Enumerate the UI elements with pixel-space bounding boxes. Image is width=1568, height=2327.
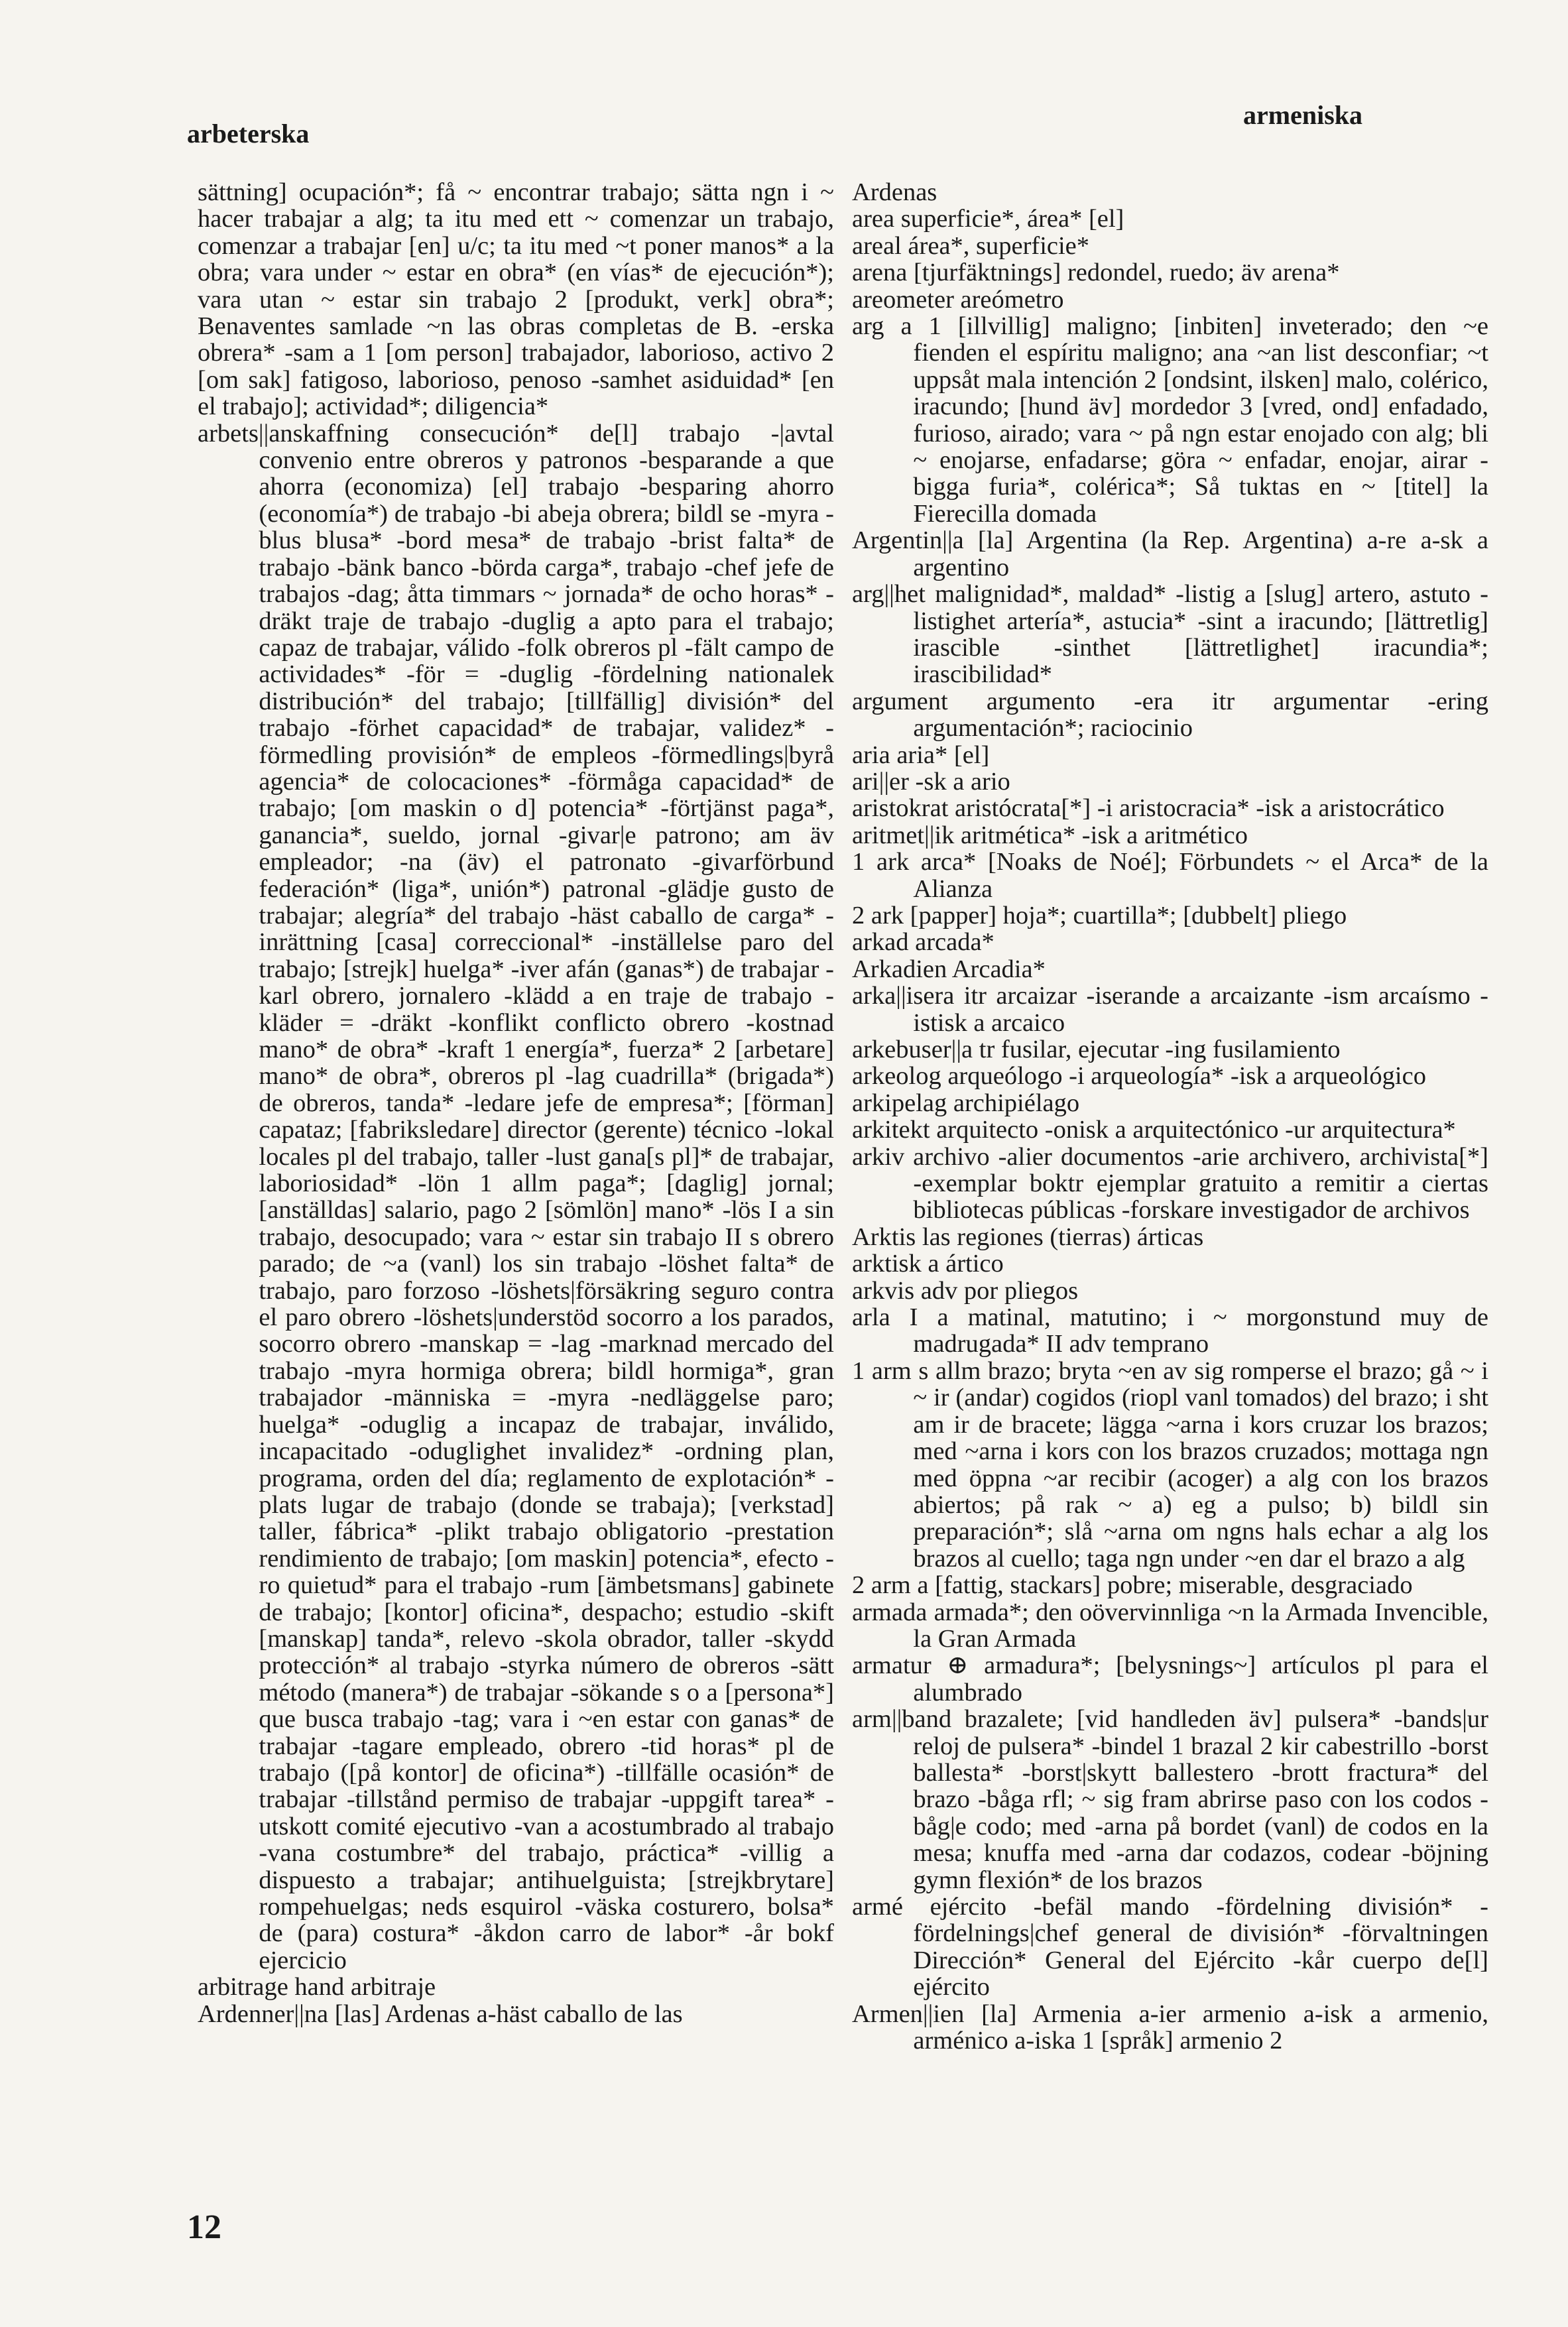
dictionary-entry: armatur ⊕ armadura*; [belysnings~] artículos pl para el alumbrado: [852, 1651, 1488, 1706]
dictionary-entry: Ardenas: [852, 178, 937, 206]
page-number: 12: [187, 2208, 221, 2246]
dictionary-entry: argument argumento -era itr argumentar -ering argumentación*; raciocinio: [852, 687, 1488, 743]
dictionary-entry: aristokrat aristócrata[*] -i aristocracia* -isk a aristocrático: [852, 794, 1445, 823]
dictionary-entry: areal área*, superficie*: [852, 231, 1090, 260]
dictionary-entry: aria aria* [el]: [852, 741, 990, 769]
dictionary-entry: arena [tjurfäktnings] redondel, ruedo; äv arena*: [852, 259, 1340, 287]
dictionary-entry: 2 arm a [fattig, stackars] pobre; miserable, desgraciado: [852, 1571, 1413, 1600]
dictionary-entry: arka||isera itr arcaizar -iserande a arcaizante -ism arcaísmo -istisk a arcaico: [852, 982, 1488, 1037]
dictionary-entry: ari||er -sk a ario: [852, 767, 1010, 796]
dictionary-entry: Arktis las regiones (tierras) árticas: [852, 1223, 1204, 1251]
dictionary-entry: arg a 1 [illvillig] maligno; [inbiten] inveterado; den ~e fienden el espíritu maligno; ana ~an list desconfiar; ~t uppsåt mala intención 2 [ondsint, ilsken] malo, colérico, iracundo; [hund äv] mordedor 3 [vred, ond] enfadado, furioso, airado; vara ~ på ngn estar enojado con alg; bli ~ enojarse, enfadarse; göra ~ enfadar, enojar, airar -bigga furia*, colérica*; Så tuktas en ~ [titel] la Fierecilla domada: [852, 312, 1488, 528]
dictionary-entry: arm||band brazalete; [vid handleden äv] pulsera* -bands|ur reloj de pulsera* -bindel 1 brazal 2 kir cabestrillo -borst ballesta* -borst|skytt ballestero -brott fractura* del brazo -båga rfl; ~ sig fram abrirse paso con los codos -båg|e codo; med -arna på bordet (vanl) de codos en la mesa; knuffa med -arna dar codazos, codear -böjning gymn flexión* de los brazos: [852, 1705, 1488, 1894]
dictionary-entry: armada armada*; den oövervinnliga ~n la Armada Invencible, la Gran Armada: [852, 1598, 1488, 1653]
dictionary-entry: arg||het malignidad*, maldad* -listig a [slug] artero, astuto -listighet artería*, astucia* -sint a iracundo; [lättretlig] irascible -sinthet [lättretlighet] iracundia*; irascibilidad*: [852, 580, 1488, 689]
dictionary-entry: 1 arm s allm brazo; bryta ~en av sig romperse el brazo; gå ~ i ~ ir (andar) cogidos (riopl vanl tomados) del brazo; i sht am ir de bracete; lägga ~arna i kors cruzar los brazos; med ~arna i kors con los brazos cruzados; mottaga ngn med öppna ~ar recibir (acoger) a alg con los brazos abiertos; på rak ~ a) eg a pulso; b) bildl sin preparación*; slå ~arna om ngns hals echar a alg los brazos al cuello; taga ngn under ~en dar el brazo a alg: [852, 1356, 1488, 1573]
dictionary-entry: arkad arcada*: [852, 928, 995, 957]
right-column: [852, 179, 1488, 2054]
dictionary-entry: arkitekt arquitecto -onisk a arquitectónico -ur arquitectura*: [852, 1116, 1456, 1144]
running-head-left: arbeterska: [187, 119, 310, 149]
dictionary-entry: arbets||anskaffning consecución* de[l] trabajo -|avtal convenio entre obreros y patronos -besparande a que ahorra (economiza) [el] trabajo -besparing ahorro (economía*) de trabajo -bi abeja obrera; bildl se -myra -blus blusa* -bord mesa* de trabajo -brist falta* de trabajo -bänk banco -börda carga*, trabajo -chef jefe de trabajos -dag; åtta timmars ~ jornada* de ocho horas* -dräkt traje de trabajo -duglig a apto para el trabajo; capaz de trabajar, válido -folk obreros pl -fält campo de actividades* -för = -duglig -fördelning nationalek distribución* del trabajo; [tillfällig] división* del trabajo -förhet capacidad* de trabajar, validez* -förmedling provisión* de empleos -förmedlings|byrå agencia* de colocaciones* -förmåga capacidad* de trabajo; [om maskin o d] potencia* -förtjänst paga*, ganancia*, sueldo, jornal -givar|e patrono; am äv empleador; -na (äv) el patronato -givarförbund federación* (liga*, unión*) patronal -glädje gusto de trabajar; alegría* del trabajo -häst caballo de carga* -inrättning [casa] correccional* -inställelse paro del trabajo; [strejk] huelga* -iver afán (ganas*) de trabajar -karl obrero, jornalero -klädd a en traje de trabajo -kläder = -dräkt -konflikt conflicto obrero -kostnad mano* de obra* -kraft 1 energía*, fuerza* 2 [arbetare] mano* de obra*, obreros pl -lag cuadrilla* (brigada*) de obreros, tanda* -ledare jefe de empresa*; [förman] capataz; [fabriksledare] director (gerente) técnico -lokal locales pl del trabajo, taller -lust gana[s pl]* de trabajar, laboriosidad* -lön 1 allm paga*; [daglig] jornal; [anställdas] salario, pago 2 [sömlön] mano* -lös I a sin trabajo, desocupado; vara ~ estar sin trabajo II s obrero parado; de ~a (vanl) los sin trabajo -löshet falta* de trabajo, paro forzoso -löshets|försäkring seguro contra el paro obrero -löshets|understöd socorro a los parados, socorro obrero -manskap = -lag -marknad mercado del trabajo -myra hormiga obrera; bildl hormiga*, gran trabajador -människa = -myra -nedläggelse paro; huelga* -oduglig a incapaz de trabajar, inválido, incapacitado -oduglighet invalidez* -ordning plan, programa, orden del día; reglamento de explotación* -plats lugar de trabajo (donde se trabaja); [verkstad] taller, fábrica* -plikt trabajo obligatorio -prestation rendimiento de trabajo; [om maskin] potencia*, efecto -ro quietud* para el trabajo -rum [ämbetsmans] gabinete de trabajo; [kontor] oficina*, despacho; estudio -skift [manskap] tanda*, relevo -skola obrador, taller -skydd protección* al trabajo -styrka número de obreros -sätt método (manera*) de trabajar -sökande s o a [persona*] que busca trabajo -tag; vara i ~en estar con ganas* de trabajar -tagare empleado, obrero -tid horas* pl de trabajo ([på kontor] de oficina*) -tillfälle ocasión* de trabajar -tillstånd permiso de trabajar -uppgift tarea* -utskott comité ejecutivo -van a acostumbrado al trabajo -vana costumbre* del trabajo, práctica* -villig a dispuesto a trabajar; antihuelguista; [strejkbrytare] rompehuelgas; neds esquirol -väska costurero, bolsa* de (para) costura* -åkdon carro de labor* -år bokf ejercicio: [198, 419, 834, 1974]
dictionary-entry: sättning] ocupación*; få ~ encontrar trabajo; sätta ngn i ~ hacer trabajar a alg; ta itu med ett ~ comenzar un trabajo, comenzar a trabajar [en] u/c; ta itu med ~t poner manos* a la obra; vara under ~ estar en obra* (en vías* de ejecución*); vara utan ~ estar sin trabajo 2 [produkt, verk] obra*; Benaventes samlade ~n las obras completas de B. -erska obrera* -sam a 1 [om person] trabajador, laborioso, activo 2 [om sak] fatigoso, laborioso, penoso -samhet asiduidad* [en el trabajo]; actividad*; diligencia*: [198, 178, 834, 421]
dictionary-entry: arkeolog arqueólogo -i arqueología* -isk a arqueológico: [852, 1062, 1426, 1091]
dictionary-entry: Arkadien Arcadia*: [852, 955, 1046, 983]
dictionary-entry: arktisk a ártico: [852, 1250, 1004, 1278]
dictionary-entry: arkebuser||a tr fusilar, ejecutar -ing fusilamiento: [852, 1036, 1341, 1063]
dictionary-entry: arkipelag archipiélago: [852, 1089, 1080, 1117]
dictionary-entry: aritmet||ik aritmética* -isk a aritmético: [852, 821, 1248, 849]
dictionary-entry: Armen||ien [la] Armenia a-ier armenio a-isk a armenio, arménico a-iska 1 [språk] armenio 2: [852, 1999, 1488, 2055]
dictionary-entry: Argentin||a [la] Argentina (la Rep. Argentina) a-re a-sk a argentino: [852, 526, 1488, 581]
dictionary-entry: arla I a matinal, matutino; i ~ morgonstund muy de madrugada* II adv temprano: [852, 1303, 1488, 1358]
running-head-right: armeniska: [1243, 100, 1362, 130]
dictionary-entry: armé ejército -befäl mando -fördelning división* -fördelnings|chef general de división* -förvaltningen Dirección* General del Ejército -kår cuerpo de[l] ejército: [852, 1893, 1488, 2001]
dictionary-entry: 1 ark arca* [Noaks de Noé]; Förbundets ~ el Arca* de la Alianza: [852, 848, 1488, 903]
dictionary-entry: arkvis adv por pliegos: [852, 1276, 1079, 1305]
dictionary-entry: arkiv archivo -alier documentos -arie archivero, archivista[*] -exemplar boktr ejemplar gratuito a remitir a ciertas bibliotecas públicas -forskare investigador de archivos: [852, 1142, 1488, 1224]
dictionary-entry: Ardenner||na [las] Ardenas a-häst caballo de las: [198, 1999, 683, 2028]
dictionary-entry: areometer areómetro: [852, 285, 1064, 314]
dictionary-entry: area superficie*, área* [el]: [852, 205, 1124, 233]
dictionary-entry: arbitrage hand arbitraje: [198, 1973, 436, 2001]
dictionary-entry: 2 ark [papper] hoja*; cuartilla*; [dubbelt] pliego: [852, 901, 1347, 929]
left-column: [198, 179, 834, 2027]
